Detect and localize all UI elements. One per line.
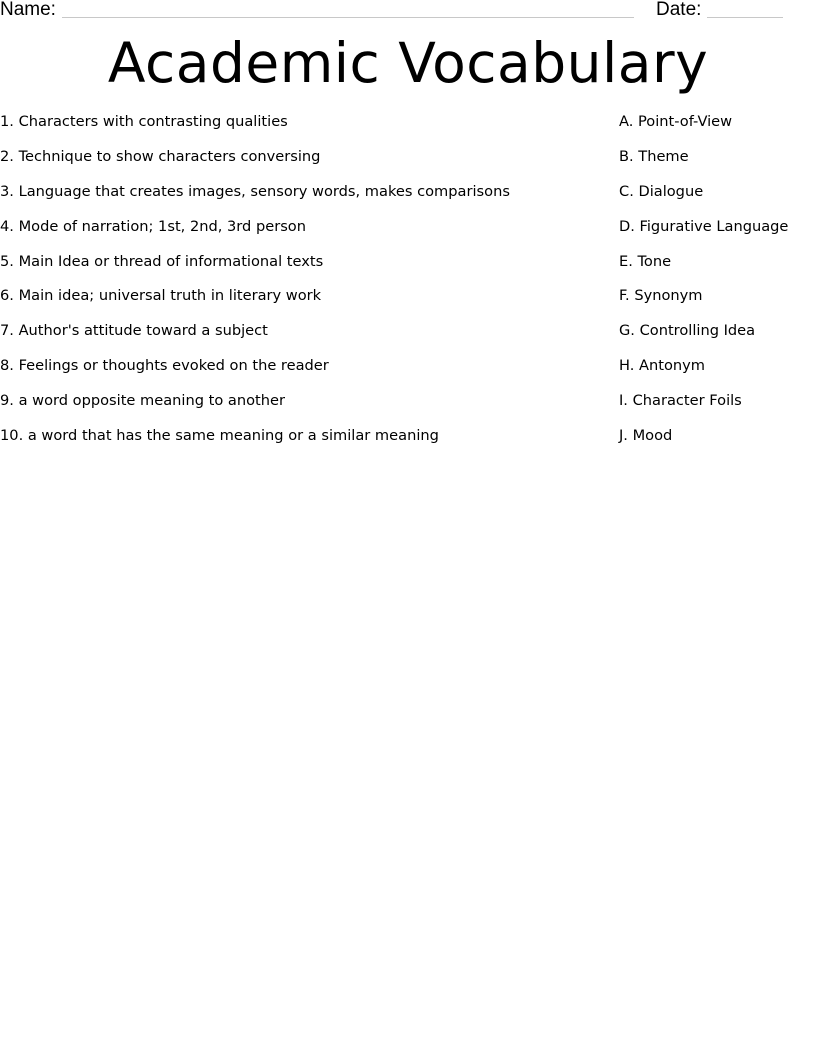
clue-item: 2. Technique to show characters conversing bbox=[0, 147, 321, 165]
clue-item: 7. Author's attitude toward a subject bbox=[0, 322, 268, 340]
word-bank-item: G. Controlling Idea bbox=[619, 322, 756, 340]
page-title: Academic Vocabulary bbox=[107, 31, 709, 95]
date-label: Date: bbox=[656, 0, 702, 20]
clue-item: 8. Feelings or thoughts evoked on the reader bbox=[0, 357, 329, 375]
clue-item: 6. Main idea; universal truth in literary work bbox=[0, 287, 322, 305]
word-bank-item: J. Mood bbox=[619, 427, 673, 445]
header-row bbox=[0, 0, 816, 24]
clue-item: 3. Language that creates images, sensory words, makes comparisons bbox=[0, 182, 510, 200]
word-bank-item: A. Point-of-View bbox=[619, 113, 733, 130]
word-bank-item: F. Synonym bbox=[619, 287, 703, 305]
word-bank-item: D. Figurative Language bbox=[619, 217, 789, 235]
word-bank-item: C. Dialogue bbox=[619, 182, 704, 200]
clue-item: 9. a word opposite meaning to another bbox=[0, 392, 285, 410]
name-label: Name: bbox=[0, 0, 56, 20]
word-bank-item: I. Character Foils bbox=[619, 392, 742, 410]
date-blank-line bbox=[707, 17, 783, 18]
word-bank-list bbox=[619, 112, 816, 461]
clue-item: 1. Characters with contrasting qualities bbox=[0, 113, 288, 130]
clue-item: 4. Mode of narration; 1st, 2nd, 3rd person bbox=[0, 217, 306, 235]
name-blank-line bbox=[62, 17, 634, 18]
word-bank-item: B. Theme bbox=[619, 147, 689, 165]
clue-item: 10. a word that has the same meaning or a similar meaning bbox=[0, 427, 439, 445]
clue-item: 5. Main Idea or thread of informational texts bbox=[0, 252, 324, 270]
word-bank-item: H. Antonym bbox=[619, 357, 705, 375]
clue-list bbox=[0, 112, 600, 461]
word-bank-item: E. Tone bbox=[619, 252, 672, 270]
